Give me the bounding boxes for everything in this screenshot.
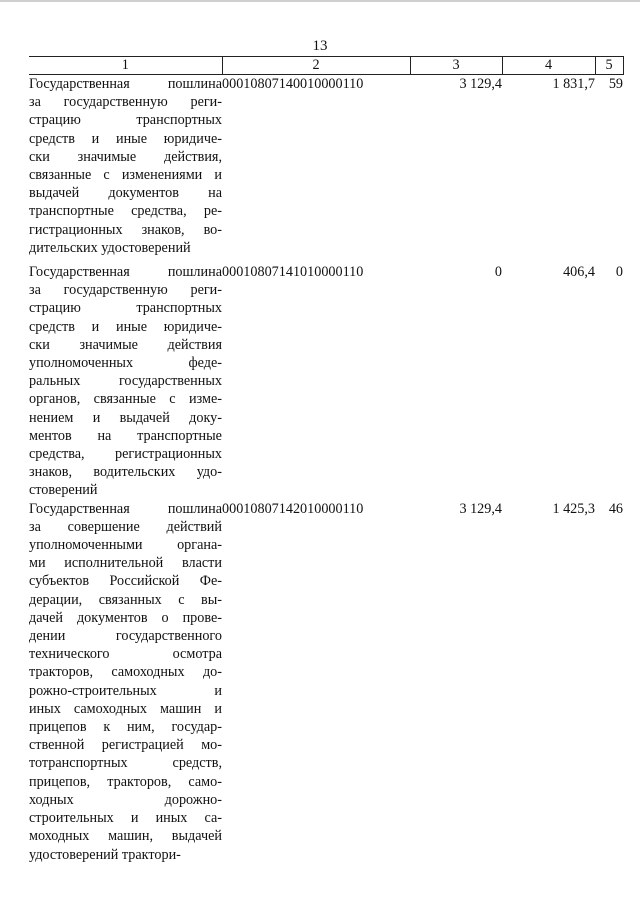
description-line: ральных государственных [29, 373, 222, 390]
column-header-2: 2 [222, 57, 410, 75]
row-budget-code: 00010807141010000110 [222, 264, 364, 280]
description-line: дении государственного [29, 628, 222, 645]
description-line: связанные с изменениями и [29, 167, 222, 184]
row-value-col4: 1 831,7 [552, 76, 595, 92]
row-value-col4: 1 425,3 [552, 500, 595, 517]
row-description [29, 75, 222, 264]
description-line: гистрационных знаков, во- [29, 221, 222, 238]
row-value-col5: 59 [608, 76, 623, 92]
row-value-col3: 0 [494, 264, 502, 280]
column-header-1: 1 [29, 57, 222, 75]
description-line: знаков, водительских удо- [29, 464, 222, 481]
table-header-row [29, 57, 623, 75]
description-line: Государственная пошлина [29, 76, 222, 92]
row-value-col4: 406,4 [563, 264, 595, 280]
row-budget-code: 00010807140010000110 [222, 76, 364, 92]
description-line: органов, связанные с изме- [29, 391, 222, 408]
table-row [29, 500, 623, 880]
description-line: за государственную реги- [29, 94, 222, 111]
description-line: моходных машин, выдачей [29, 828, 222, 845]
description-line: тракторов, самоходных до- [29, 664, 222, 681]
column-header-5: 5 [595, 57, 623, 75]
description-line: уполномоченных феде- [29, 355, 222, 372]
row-value-col5: 0 [615, 264, 623, 280]
description-line: транспортные средства, ре- [29, 203, 222, 220]
description-line: стоверений [29, 482, 98, 499]
description-line: нением и выдачей доку- [29, 409, 222, 426]
description-line: ски значимые действия [29, 336, 222, 353]
budget-table [29, 56, 624, 880]
description-line: иных самоходных машин и [29, 700, 222, 717]
description-line: дачей документов о прове- [29, 609, 222, 626]
description-line: ски значимые действия, [29, 148, 222, 165]
table-row [29, 263, 623, 500]
row-value-col5: 46 [608, 500, 623, 517]
description-line: за государственную реги- [29, 282, 222, 299]
row-value-col3: 3 129,4 [459, 500, 502, 517]
row-budget-code: 00010807142010000110 [222, 500, 364, 517]
description-line: ми исполнительной власти [29, 555, 222, 572]
description-line: рожно-строительных и [29, 682, 222, 699]
description-line: средства, регистрационных [29, 446, 222, 463]
description-line: прицепов к ним, государ- [29, 719, 222, 736]
description-line: средств и иные юридиче- [29, 318, 222, 335]
description-line: прицепов, тракторов, само- [29, 773, 222, 790]
description-line: уполномоченными органа- [29, 537, 222, 554]
description-line: за совершение действий [29, 518, 222, 535]
row-description [29, 500, 222, 880]
scan-top-edge [0, 0, 640, 2]
description-line: субъектов Российской Фе- [29, 573, 222, 590]
description-line: технического осмотра [29, 646, 222, 663]
description-line: дительских удостоверений [29, 239, 191, 256]
description-line: дерации, связанных с вы- [29, 591, 222, 608]
description-line: строительных и иных са- [29, 810, 222, 827]
description-line: страцию транспортных [29, 300, 222, 317]
column-header-3: 3 [410, 57, 502, 75]
column-header-4: 4 [502, 57, 595, 75]
description-line: средств и иные юридиче- [29, 130, 222, 147]
description-line: страцию транспортных [29, 112, 222, 129]
row-value-col3: 3 129,4 [459, 76, 502, 92]
description-line: Государственная пошлина [29, 500, 222, 517]
description-line: тотранспортных средств, [29, 755, 222, 772]
row-description [29, 263, 222, 500]
description-line: ственной регистрацией мо- [29, 737, 222, 754]
description-line: удостоверений трактори- [29, 846, 181, 863]
page-number: 13 [312, 38, 328, 54]
description-line: ходных дорожно- [29, 791, 222, 808]
description-line: выдачей документов на [29, 185, 222, 202]
description-line: ментов на транспортные [29, 427, 222, 444]
description-line: Государственная пошлина [29, 264, 222, 280]
table-row [29, 75, 623, 264]
